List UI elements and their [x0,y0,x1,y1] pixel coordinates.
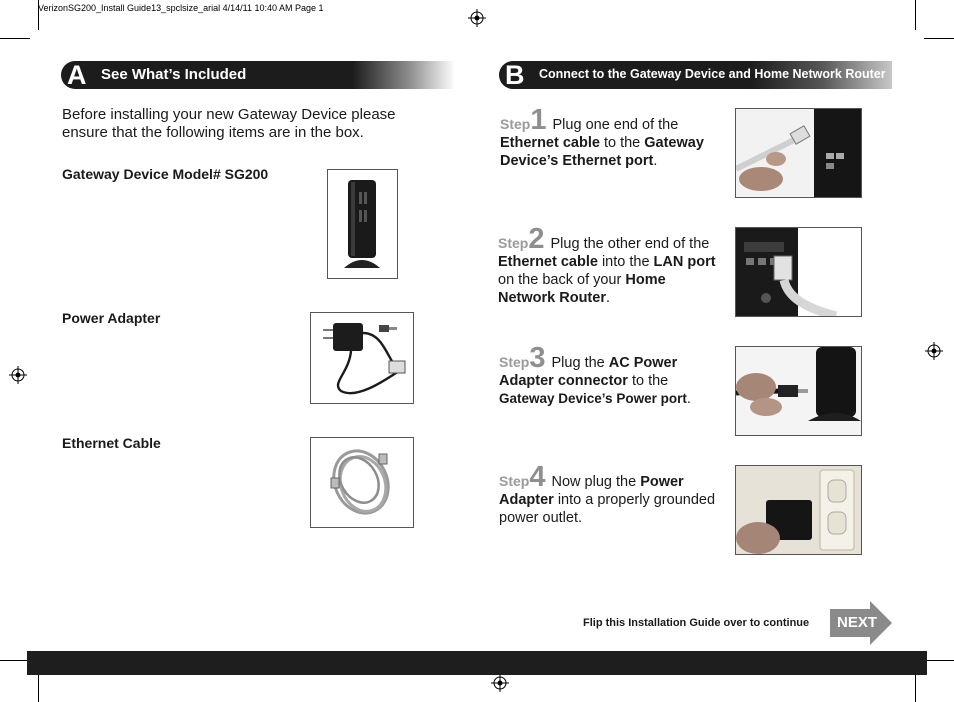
print-slug: VerizonSG200_Install Guide13_spclsize_arial 4/14/11 10:40 AM Page 1 [38,3,324,13]
next-label: NEXT [837,614,878,631]
step-label: Step [499,473,530,489]
step-number: 4 [529,461,546,493]
crop-mark [915,0,916,30]
registration-mark-icon [9,366,27,384]
crop-mark [0,38,30,39]
section-b-title: Connect to the Gateway Device and Home Network Router [539,67,886,81]
step-label: Step [500,116,531,132]
section-a-letter: A [67,60,87,90]
step-3-photo [735,346,862,436]
gateway-device-photo [327,169,398,279]
section-b-header [499,61,892,89]
crop-mark [0,660,30,661]
step-number: 3 [529,342,546,374]
crop-mark [924,660,954,661]
step-4-photo [735,465,862,555]
step-4-text: Step4 Now plug the Power Adapter into a properly grounded power outlet. [499,461,716,526]
section-b-letter: B [505,60,525,90]
registration-mark-icon [468,9,486,27]
step-1-text: Step1 Plug one end of the Ethernet cable to the Gateway Device’s Ethernet port. [500,104,704,169]
section-a-intro: Before installing your new Gateway Device please ensure that the following items are in the box. [62,106,396,141]
next-button[interactable] [830,601,892,645]
step-1-photo [735,108,862,198]
section-a-title: See What’s Included [101,66,247,83]
registration-mark-icon [491,674,509,692]
registration-mark-icon [925,342,943,360]
crop-mark [38,672,39,702]
step-number: 2 [528,223,545,255]
step-label: Step [498,235,529,251]
power-adapter-photo [310,312,414,404]
step-label: Step [499,354,530,370]
step-number: 1 [530,104,547,136]
item-power-adapter-label: Power Adapter [62,310,161,326]
item-gateway-label: Gateway Device Model# SG200 [62,166,269,182]
item-ethernet-cable-label: Ethernet Cable [62,435,161,451]
step-3-text: Step3 Plug the AC Power Adapter connector to the Gateway Device’s Power port. [499,342,691,407]
section-a-header [61,61,455,89]
step-2-text: Step2 Plug the other end of the Ethernet cable into the LAN port on the back of your Home Network Router. [498,223,716,306]
crop-mark [915,672,916,702]
ethernet-cable-photo [310,437,414,528]
footer-bar [27,651,927,675]
crop-mark [924,38,954,39]
flip-instruction: Flip this Installation Guide over to continue [583,617,810,629]
step-2-photo [735,227,862,317]
